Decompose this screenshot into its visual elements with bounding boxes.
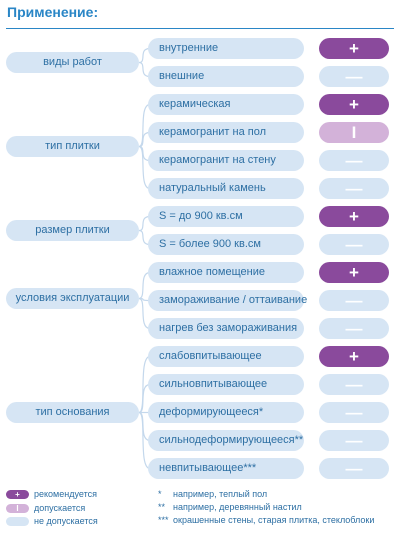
rating-badge-recommended: +	[319, 206, 389, 227]
option-label: замораживание / оттаивание	[148, 290, 304, 311]
option-label: слабовпитывающее	[148, 346, 304, 367]
page-title: Применение:	[7, 4, 99, 20]
option-label: деформирующееся*	[148, 402, 304, 423]
option-label: S = до 900 кв.см	[148, 206, 304, 227]
option-label: керамогранит на пол	[148, 122, 304, 143]
rating-badge-recommended: +	[319, 38, 389, 59]
footnote-mark: ***	[158, 515, 169, 525]
connector-line	[139, 147, 150, 189]
option-label: внешние	[148, 66, 304, 87]
option-label: невпитывающее***	[148, 458, 304, 479]
footnote-mark: *	[158, 489, 162, 499]
legend-swatch-recommended: +	[6, 490, 29, 499]
option-label: сильновпитывающее	[148, 374, 304, 395]
option-label: S = более 900 кв.см	[148, 234, 304, 255]
option-label: натуральный камень	[148, 178, 304, 199]
rating-badge-recommended: +	[319, 262, 389, 283]
rating-badge-not-allowed: —	[319, 318, 389, 339]
category-label: виды работ	[6, 52, 139, 73]
option-label: внутренние	[148, 38, 304, 59]
rating-badge-not-allowed: —	[319, 374, 389, 395]
rating-badge-recommended: +	[319, 94, 389, 115]
legend-label: допускается	[34, 503, 86, 513]
category-label: размер плитки	[6, 220, 139, 241]
category-label: условия эксплуатации	[6, 288, 139, 309]
footnote-text: окрашенные стены, старая плитка, стеклоблоки	[173, 515, 375, 525]
rating-badge-allowed: I	[319, 122, 389, 143]
connector-line	[139, 105, 150, 147]
rating-badge-not-allowed: —	[319, 290, 389, 311]
rating-badge-not-allowed: —	[319, 430, 389, 451]
category-label: тип основания	[6, 402, 139, 423]
footnote-text: например, деревянный настил	[173, 502, 302, 512]
option-label: нагрев без замораживания	[148, 318, 304, 339]
rating-badge-not-allowed: —	[319, 178, 389, 199]
rating-badge-not-allowed: —	[319, 234, 389, 255]
rating-badge-not-allowed: —	[319, 150, 389, 171]
legend-swatch-allowed: I	[6, 504, 29, 513]
footnote-mark: **	[158, 502, 166, 512]
option-label: сильнодеформирующееся**	[148, 430, 304, 451]
rating-badge-not-allowed: —	[319, 458, 389, 479]
rating-badge-not-allowed: —	[319, 66, 389, 87]
legend-swatch-not-allowed	[6, 517, 29, 526]
option-label: керамическая	[148, 94, 304, 115]
rating-badge-not-allowed: —	[319, 402, 389, 423]
rating-badge-recommended: +	[319, 346, 389, 367]
option-label: влажное помещение	[148, 262, 304, 283]
category-label: тип плитки	[6, 136, 139, 157]
footnote-text: например, теплый пол	[173, 489, 268, 499]
legend-label: рекомендуется	[34, 489, 97, 499]
legend-label: не допускается	[34, 516, 98, 526]
option-label: керамогранит на стену	[148, 150, 304, 171]
